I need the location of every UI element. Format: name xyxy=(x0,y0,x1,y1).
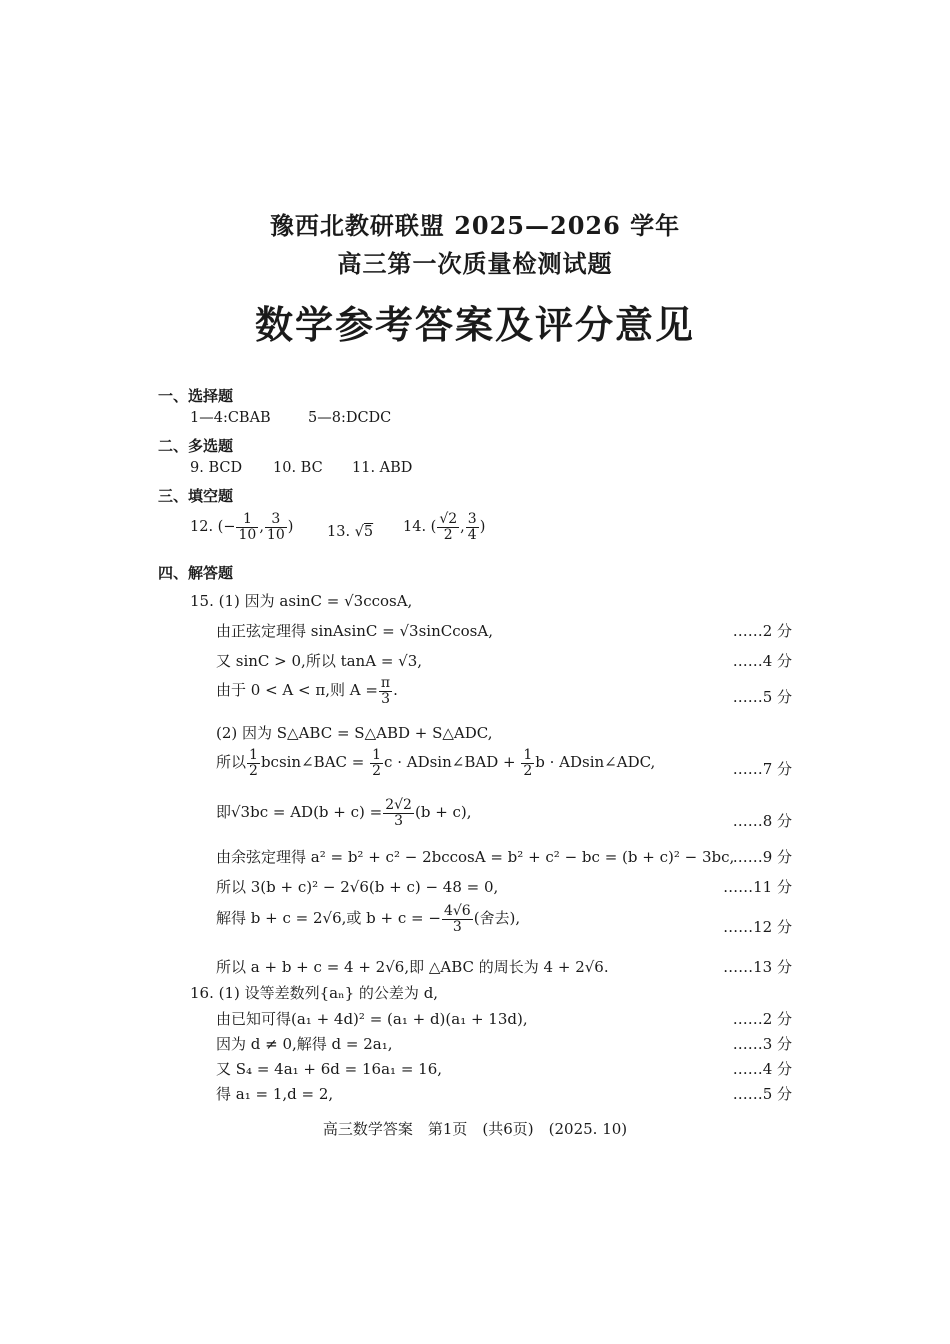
q14-fraction-1 xyxy=(437,512,459,542)
q15-score-8: ……8 分 xyxy=(732,812,792,830)
q15-line-5: (2) 因为 S△ABC = S△ABD + S△ADC, xyxy=(216,724,493,742)
q15-l6-f2-d: 2 xyxy=(372,762,382,779)
q16-score-3: ……3 分 xyxy=(732,1035,792,1053)
q15-l6-f1-d: 2 xyxy=(249,762,258,779)
choice-answers-1-4: 1—4:CBAB xyxy=(190,410,271,426)
section-heading-solutions: 四、解答题 xyxy=(158,564,234,582)
q14-f2-denominator: 4 xyxy=(467,526,477,543)
q14-f1-denominator: 2 xyxy=(443,526,453,543)
q15-l7-b: (b + c), xyxy=(414,803,472,822)
q12-prefix: 12. (− xyxy=(190,519,236,536)
q15-l4-end: . xyxy=(393,681,398,700)
q16-line-2: 由已知可得(a₁ + 4d)² = (a₁ + d)(a₁ + 13d), xyxy=(216,1010,528,1028)
q14-suffix: ) xyxy=(479,519,486,536)
q16-line-4: 又 S₄ = 4a₁ + 6d = 16a₁ = 16, xyxy=(216,1060,443,1078)
q15-l7-a: 即√3bc = AD(b + c) = xyxy=(216,803,383,822)
q15-score-11: ……11 分 xyxy=(723,878,792,896)
q13-radicand: 5 xyxy=(363,524,374,540)
section-heading-multi: 二、多选题 xyxy=(158,437,234,455)
fill-answer-12 xyxy=(190,512,293,542)
q15-l6-fraction-3 xyxy=(521,748,534,778)
q15-l10-n: 4√6 xyxy=(443,903,471,919)
q14-separator: , xyxy=(460,519,465,536)
q12-separator: , xyxy=(259,519,264,536)
q15-l10-fraction xyxy=(442,904,473,934)
q14-prefix: 14. ( xyxy=(403,519,437,536)
q15-l6-f3-n: 1 xyxy=(523,747,533,763)
q15-line-6 xyxy=(216,748,655,778)
q15-l6-fraction-1 xyxy=(247,748,260,778)
q15-l4-numerator: π xyxy=(380,675,391,691)
q15-score-5: ……5 分 xyxy=(732,688,792,706)
fill-answer-14 xyxy=(403,512,485,542)
page-footer: 高三数学答案 第1页 (共6页) (2025. 10) xyxy=(322,1120,628,1138)
q15-l6-b: bcsin∠BAC = xyxy=(260,753,365,772)
q12-f2-numerator: 3 xyxy=(265,512,287,528)
multi-answer-11: 11. ABD xyxy=(352,460,413,476)
exam-series-title: 豫西北教研联盟 2025—2026 学年 xyxy=(269,211,681,240)
q15-score-4: ……4 分 xyxy=(732,652,792,670)
multi-answer-9: 9. BCD xyxy=(190,460,243,476)
section-heading-choice: 一、选择题 xyxy=(158,387,234,405)
q15-l6-c: c · ADsin∠BAD + xyxy=(384,753,516,772)
q15-l7-fraction xyxy=(383,798,414,828)
q15-l4-denominator: 3 xyxy=(381,690,390,707)
q14-f1-numerator: √2 xyxy=(439,511,458,527)
q15-l4-fraction xyxy=(379,676,392,706)
q12-f2-denominator: 10 xyxy=(266,526,285,543)
q15-score-13: ……13 分 xyxy=(723,958,792,976)
q15-l10-a: 解得 b + c = 2√6,或 b + c = − xyxy=(216,909,441,928)
q15-l6-a: 所以 xyxy=(216,753,247,772)
q15-l6-f2-n: 1 xyxy=(372,747,382,763)
q15-l10-b: (舍去), xyxy=(473,909,521,928)
q14-f2-numerator: 3 xyxy=(467,511,477,527)
q15-line-3: 又 sinC > 0,所以 tanA = √3, xyxy=(216,652,423,670)
q13-prefix: 13. √ xyxy=(327,524,364,540)
q15-l4-text: 由于 0 < A < π,则 A = xyxy=(216,681,378,700)
exam-name: 高三第一次质量检测试题 xyxy=(337,249,613,278)
q15-score-9: ……9 分 xyxy=(732,848,792,866)
multi-answer-10: 10. BC xyxy=(273,460,323,476)
section-heading-fill: 三、填空题 xyxy=(158,487,234,505)
fill-answer-13 xyxy=(327,524,373,540)
q15-line-2: 由正弦定理得 sinAsinC = √3sinCcosA, xyxy=(216,622,493,640)
q16-line-1: 16. (1) 设等差数列{aₙ} 的公差为 d, xyxy=(190,984,439,1002)
q15-line-9: 所以 3(b + c)² − 2√6(b + c) − 48 = 0, xyxy=(216,878,499,896)
q12-f1-numerator: 1 xyxy=(236,512,258,528)
q15-score-2: ……2 分 xyxy=(732,622,792,640)
q15-l6-f3-d: 2 xyxy=(523,762,533,779)
q16-line-5: 得 a₁ = 1,d = 2, xyxy=(216,1085,334,1103)
q15-line-11: 所以 a + b + c = 4 + 2√6,即 △ABC 的周长为 4 + 2√6. xyxy=(216,958,609,976)
q16-line-3: 因为 d ≠ 0,解得 d = 2a₁, xyxy=(216,1035,393,1053)
q15-line-4 xyxy=(216,676,398,706)
q15-score-12: ……12 分 xyxy=(723,918,792,936)
q15-score-7: ……7 分 xyxy=(732,760,792,778)
q15-l7-d: 3 xyxy=(394,812,404,829)
q16-score-4: ……4 分 xyxy=(732,1060,792,1078)
q15-line-1: 15. (1) 因为 asinC = √3ccosA, xyxy=(190,592,413,610)
q16-score-2: ……2 分 xyxy=(732,1010,792,1028)
q15-l6-e: b · ADsin∠ADC, xyxy=(535,753,656,772)
q12-fraction-2 xyxy=(265,512,287,542)
q15-l7-n: 2√2 xyxy=(385,797,412,813)
q15-l10-d: 3 xyxy=(452,918,462,935)
q15-line-7 xyxy=(216,798,472,828)
q15-l6-f1-n: 1 xyxy=(249,747,258,763)
q15-line-8: 由余弦定理得 a² = b² + c² − 2bccosA = b² + c² − bc = (b + c)² − 3bc, xyxy=(216,848,735,866)
q16-score-5: ……5 分 xyxy=(732,1085,792,1103)
document-title: 数学参考答案及评分意见 xyxy=(254,302,695,347)
q12-fraction-1 xyxy=(236,512,258,542)
choice-answers-5-8: 5—8:DCDC xyxy=(308,410,392,426)
q14-fraction-2 xyxy=(466,512,479,542)
q12-f1-denominator: 10 xyxy=(238,526,257,543)
q12-suffix: ) xyxy=(287,519,294,536)
q15-line-10 xyxy=(216,904,520,934)
q15-l6-fraction-2 xyxy=(370,748,383,778)
